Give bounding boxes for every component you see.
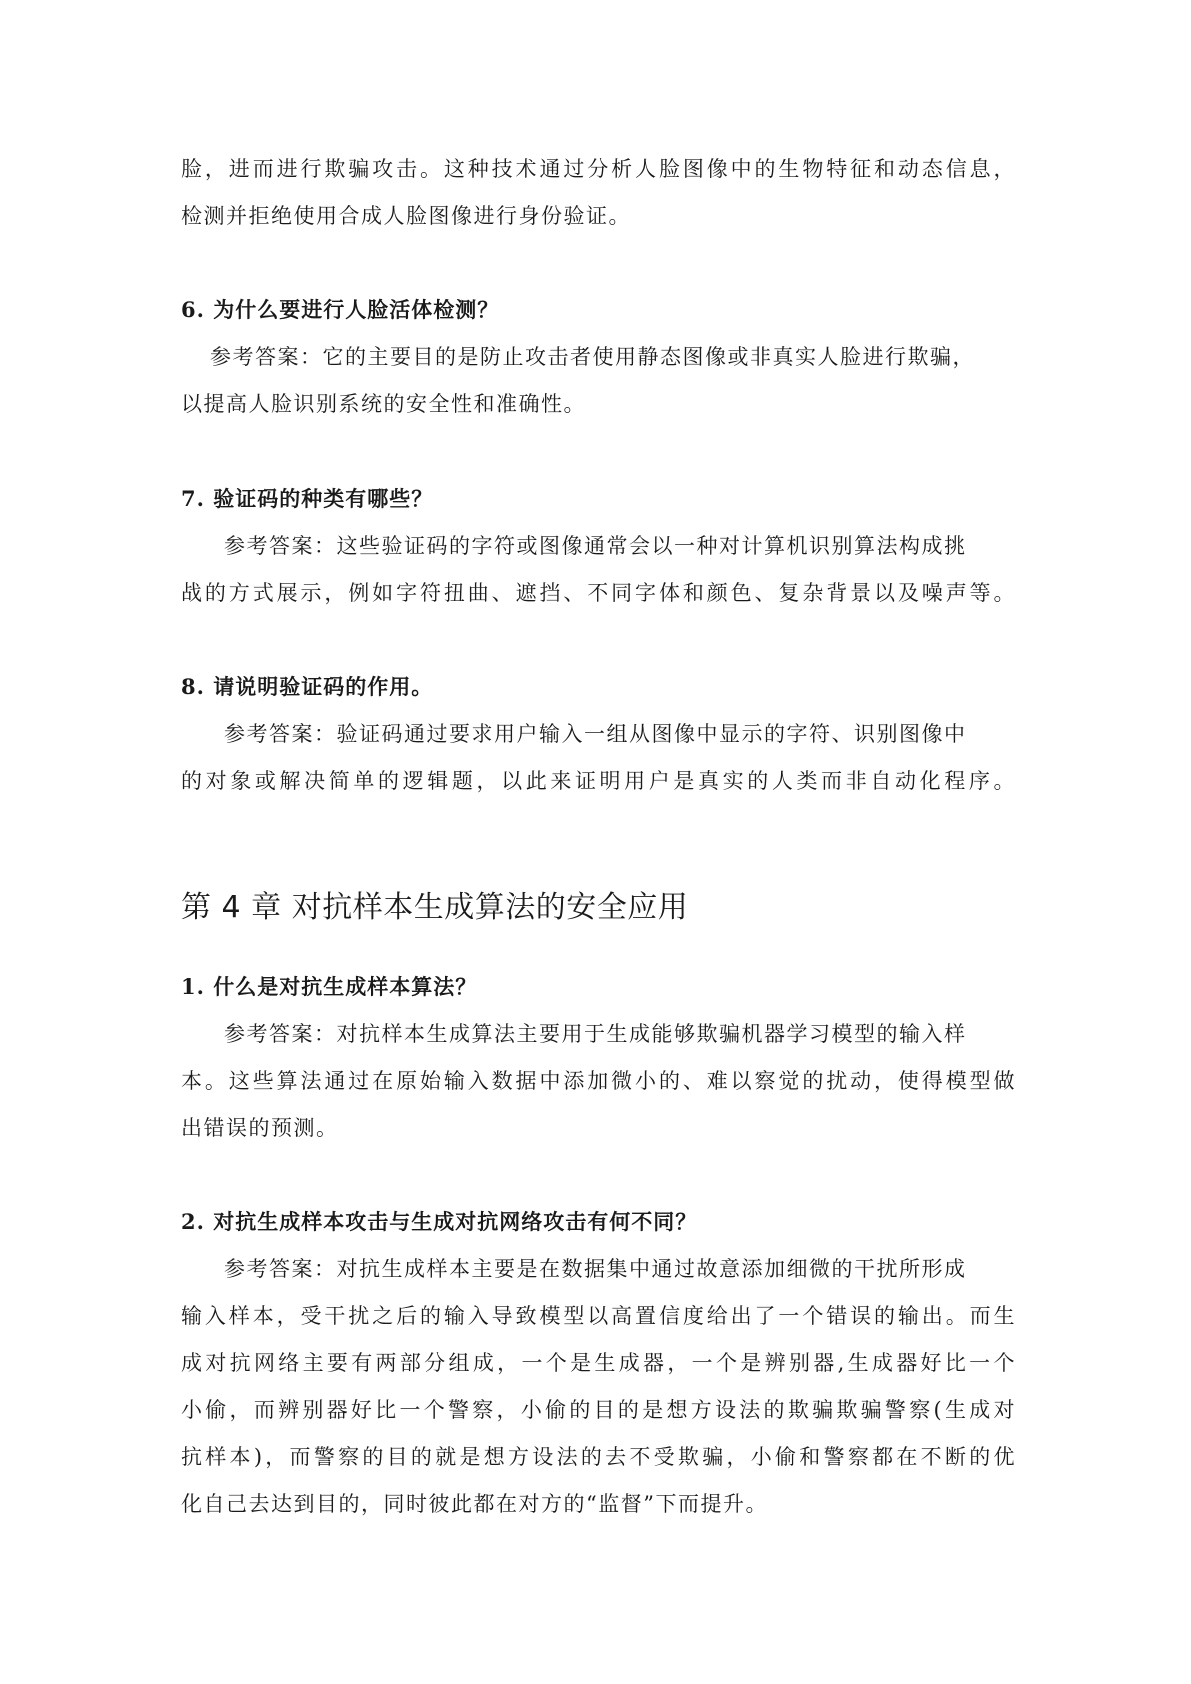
chapter-4-question-2-answer-line-4: 小偷，而辨别器好比一个警察，小偷的目的是想方设法的欺骗欺骗警察(生成对 bbox=[181, 1398, 1016, 1422]
intro-line-1: 脸，进而进行欺骗攻击。这种技术通过分析人脸图像中的生物特征和动态信息， bbox=[181, 157, 1016, 181]
chapter-4-question-2-answer-line-5: 抗样本)，而警察的目的就是想方设法的去不受欺骗，小偷和警察都在不断的优 bbox=[181, 1445, 1016, 1469]
question-6-title: 6. 为什么要进行人脸活体检测？ bbox=[181, 297, 500, 322]
question-7-answer-line-1: 参考答案：这些验证码的字符或图像通常会以一种对计算机识别算法构成挑 bbox=[224, 534, 967, 558]
question-7-answer-line-2: 战的方式展示，例如字符扭曲、遮挡、不同字体和颜色、复杂背景以及噪声等。 bbox=[181, 581, 1016, 605]
question-8-title: 8. 请说明验证码的作用。 bbox=[181, 674, 434, 699]
question-8-answer-line-1: 参考答案：验证码通过要求用户输入一组从图像中显示的字符、识别图像中 bbox=[224, 722, 967, 746]
chapter-4-question-1-answer-line-3: 出错误的预测。 bbox=[181, 1116, 339, 1140]
chapter-4-question-2-answer-line-3: 成对抗网络主要有两部分组成，一个是生成器，一个是辨别器,生成器好比一个 bbox=[181, 1351, 1016, 1375]
question-6-answer-line-1: 参考答案：它的主要目的是防止攻击者使用静态图像或非真实人脸进行欺骗， bbox=[210, 345, 975, 369]
chapter-4-question-1-answer-line-2: 本。这些算法通过在原始输入数据中添加微小的、难以察觉的扰动，使得模型做 bbox=[181, 1069, 1016, 1093]
chapter-4-question-2-answer-line-2: 输入样本，受干扰之后的输入导致模型以高置信度给出了一个错误的输出。而生 bbox=[181, 1304, 1016, 1328]
chapter-4-question-2-answer-line-6: 化自己去达到目的，同时彼此都在对方的“监督”下而提升。 bbox=[181, 1492, 768, 1516]
chapter-4-question-1-answer-line-1: 参考答案：对抗样本生成算法主要用于生成能够欺骗机器学习模型的输入样 bbox=[224, 1022, 967, 1046]
chapter-4-question-2-answer-line-1: 参考答案：对抗生成样本主要是在数据集中通过故意添加细微的干扰所形成 bbox=[224, 1257, 967, 1281]
chapter-4-heading: 第 4 章 对抗样本生成算法的安全应用 bbox=[181, 890, 689, 925]
question-7-title: 7. 验证码的种类有哪些？ bbox=[181, 486, 434, 511]
question-8-answer-line-2: 的对象或解决简单的逻辑题，以此来证明用户是真实的人类而非自动化程序。 bbox=[181, 769, 1016, 793]
intro-line-2: 检测并拒绝使用合成人脸图像进行身份验证。 bbox=[181, 204, 631, 228]
question-6-answer-line-2: 以提高人脸识别系统的安全性和准确性。 bbox=[181, 392, 586, 416]
chapter-4-question-1-title: 1. 什么是对抗生成样本算法？ bbox=[181, 974, 478, 999]
chapter-4-question-2-title: 2. 对抗生成样本攻击与生成对抗网络攻击有何不同？ bbox=[181, 1209, 698, 1234]
